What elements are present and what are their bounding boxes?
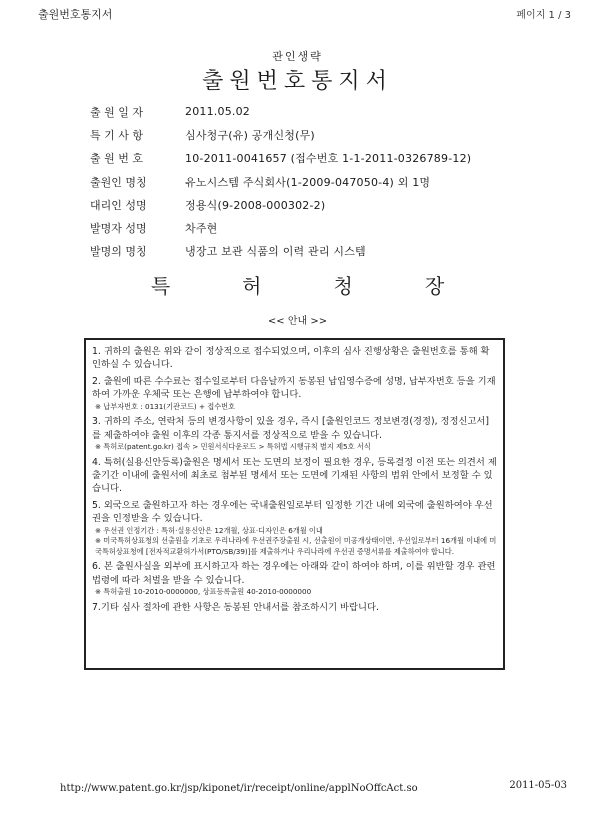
notice-item (92, 601, 497, 614)
notice-footnote: ※ 특허로(patent.go.kr) 접속 > 민원서식다운로드 > 특허법 시행규칙 별지 제5호 서식 (95, 442, 371, 452)
notice-item (92, 560, 497, 597)
notice-item (92, 375, 497, 412)
notice-box (84, 338, 505, 670)
seal-omitted-label: 관인생략 (272, 50, 323, 63)
notice-item (92, 456, 497, 496)
notice-footnote: ※ 미국특허상표청의 선출원을 기초로 우리나라에 우선권주장출원 시, 선출원이 미공개상태이면, 우선일로부터 16개월 이내에 미국특허상표청에 [전자적교환허가서(PTO/SB/39)]를 제출하거나 우리나라에 우선권 증명서류를 제출하여야 합니다. (95, 536, 497, 556)
field-label: 대리인 성명 (90, 198, 147, 212)
notice-text: 2. 출원에 따른 수수료는 접수일로부터 다음날까지 동봉된 납입영수증에 성명, 납부자번호 등을 기재하여 가까운 우체국 또는 은행에 납부하여야 합니다. (92, 375, 496, 401)
notice-item (92, 499, 497, 558)
issuer-title (0, 270, 595, 299)
field-inventor-name (90, 216, 560, 239)
application-fields (90, 100, 560, 263)
field-application-number (90, 147, 560, 170)
field-value: 냉장고 보관 식품의 이력 관리 시스템 (185, 245, 366, 259)
guide-heading: << 안내 >> (267, 316, 328, 327)
field-label: 출원인 명칭 (90, 175, 147, 189)
field-value: 2011.05.02 (185, 105, 250, 119)
field-application-date (90, 100, 560, 123)
field-invention-title (90, 240, 560, 263)
notice-footnote: ※ 납부자번호 : 0131(기관코드) + 접수번호 (95, 401, 236, 411)
field-value: 10-2011-0041657 (접수번호 1-1-2011-0326789-12) (185, 152, 472, 166)
notice-text: 5. 외국으로 출원하고자 하는 경우에는 국내출원일로부터 일정한 기간 내에 외국에 출원하여야 우선권을 인정받을 수 있습니다. (92, 499, 493, 525)
notice-item (92, 345, 497, 372)
notice-footnote: ※ 특허출원 10-2010-0000000, 상표등록출원 40-2010-0000000 (95, 587, 312, 597)
notice-footnote: ※ 우선권 인정기간 : 특허·실용신안은 12개월, 상표·디자인은 6개월 이내 (95, 525, 323, 535)
issuer-char: 특 (150, 274, 171, 298)
footer-url: http://www.patent.go.kr/jsp/kiponet/ir/receipt/online/applNoOffcAct.so (60, 783, 418, 794)
field-value: 차주현 (185, 222, 218, 236)
field-label: 출 원 번 호 (90, 152, 143, 166)
document-title: 출원번호통지서 (202, 69, 393, 94)
notice-text: 6. 본 출원사실을 외부에 표시하고자 하는 경우에는 아래와 같이 하여야 하며, 이를 위반할 경우 관련법령에 따라 처벌을 받을 수 있습니다. (92, 561, 496, 586)
field-label: 특 기 사 항 (90, 128, 143, 142)
field-label: 발명의 명칭 (90, 245, 147, 259)
notice-text: 7.기타 심사 절차에 관한 사항은 동봉된 안내서를 참조하시기 바랍니다. (92, 601, 379, 613)
header-doc-name: 출원번호통지서 (38, 8, 113, 21)
field-special-notes (90, 123, 560, 146)
issuer-char: 허 (242, 274, 262, 298)
notice-text: 1. 귀하의 출원은 위와 같이 정상적으로 접수되었으며, 이후의 심사 진행상황은 출원번호를 통해 확인하실 수 있습니다. (92, 346, 490, 371)
issuer-char: 청 (333, 274, 353, 298)
notice-item (92, 415, 497, 452)
notice-text: 4. 특허(실용신안등록)출원은 명세서 또는 도면의 보정이 필요한 경우, 등록결정 이전 또는 의견서 제출기간 이내에 출원서에 최초로 첨부된 명세서 또는 도면에 기재된 사항의 범위 안에서 보정할 수 있습니다. (92, 456, 497, 495)
field-value: 정용식(9-2008-000302-2) (185, 198, 326, 212)
footer-date: 2011-05-03 (509, 780, 567, 791)
page-indicator: 페이지 1 / 3 (516, 10, 571, 21)
issuer-char: 장 (424, 274, 445, 298)
field-label: 발명자 성명 (90, 222, 147, 236)
field-value: 심사청구(유) 공개신청(무) (185, 128, 315, 142)
field-label: 출 원 일 자 (90, 105, 143, 119)
field-value: 유노시스템 주식회사(1-2009-047050-4) 외 1명 (185, 175, 431, 189)
field-agent-name (90, 193, 560, 216)
field-applicant-name (90, 170, 560, 193)
notice-text: 3. 귀하의 주소, 연락처 등의 변경사항이 있을 경우, 즉시 [출원인코드 정보변경(경정), 정정신고서]를 제출하여야 출원 이후의 각종 통지서를 정상적으로 받을 수 있습니다. (92, 416, 490, 441)
